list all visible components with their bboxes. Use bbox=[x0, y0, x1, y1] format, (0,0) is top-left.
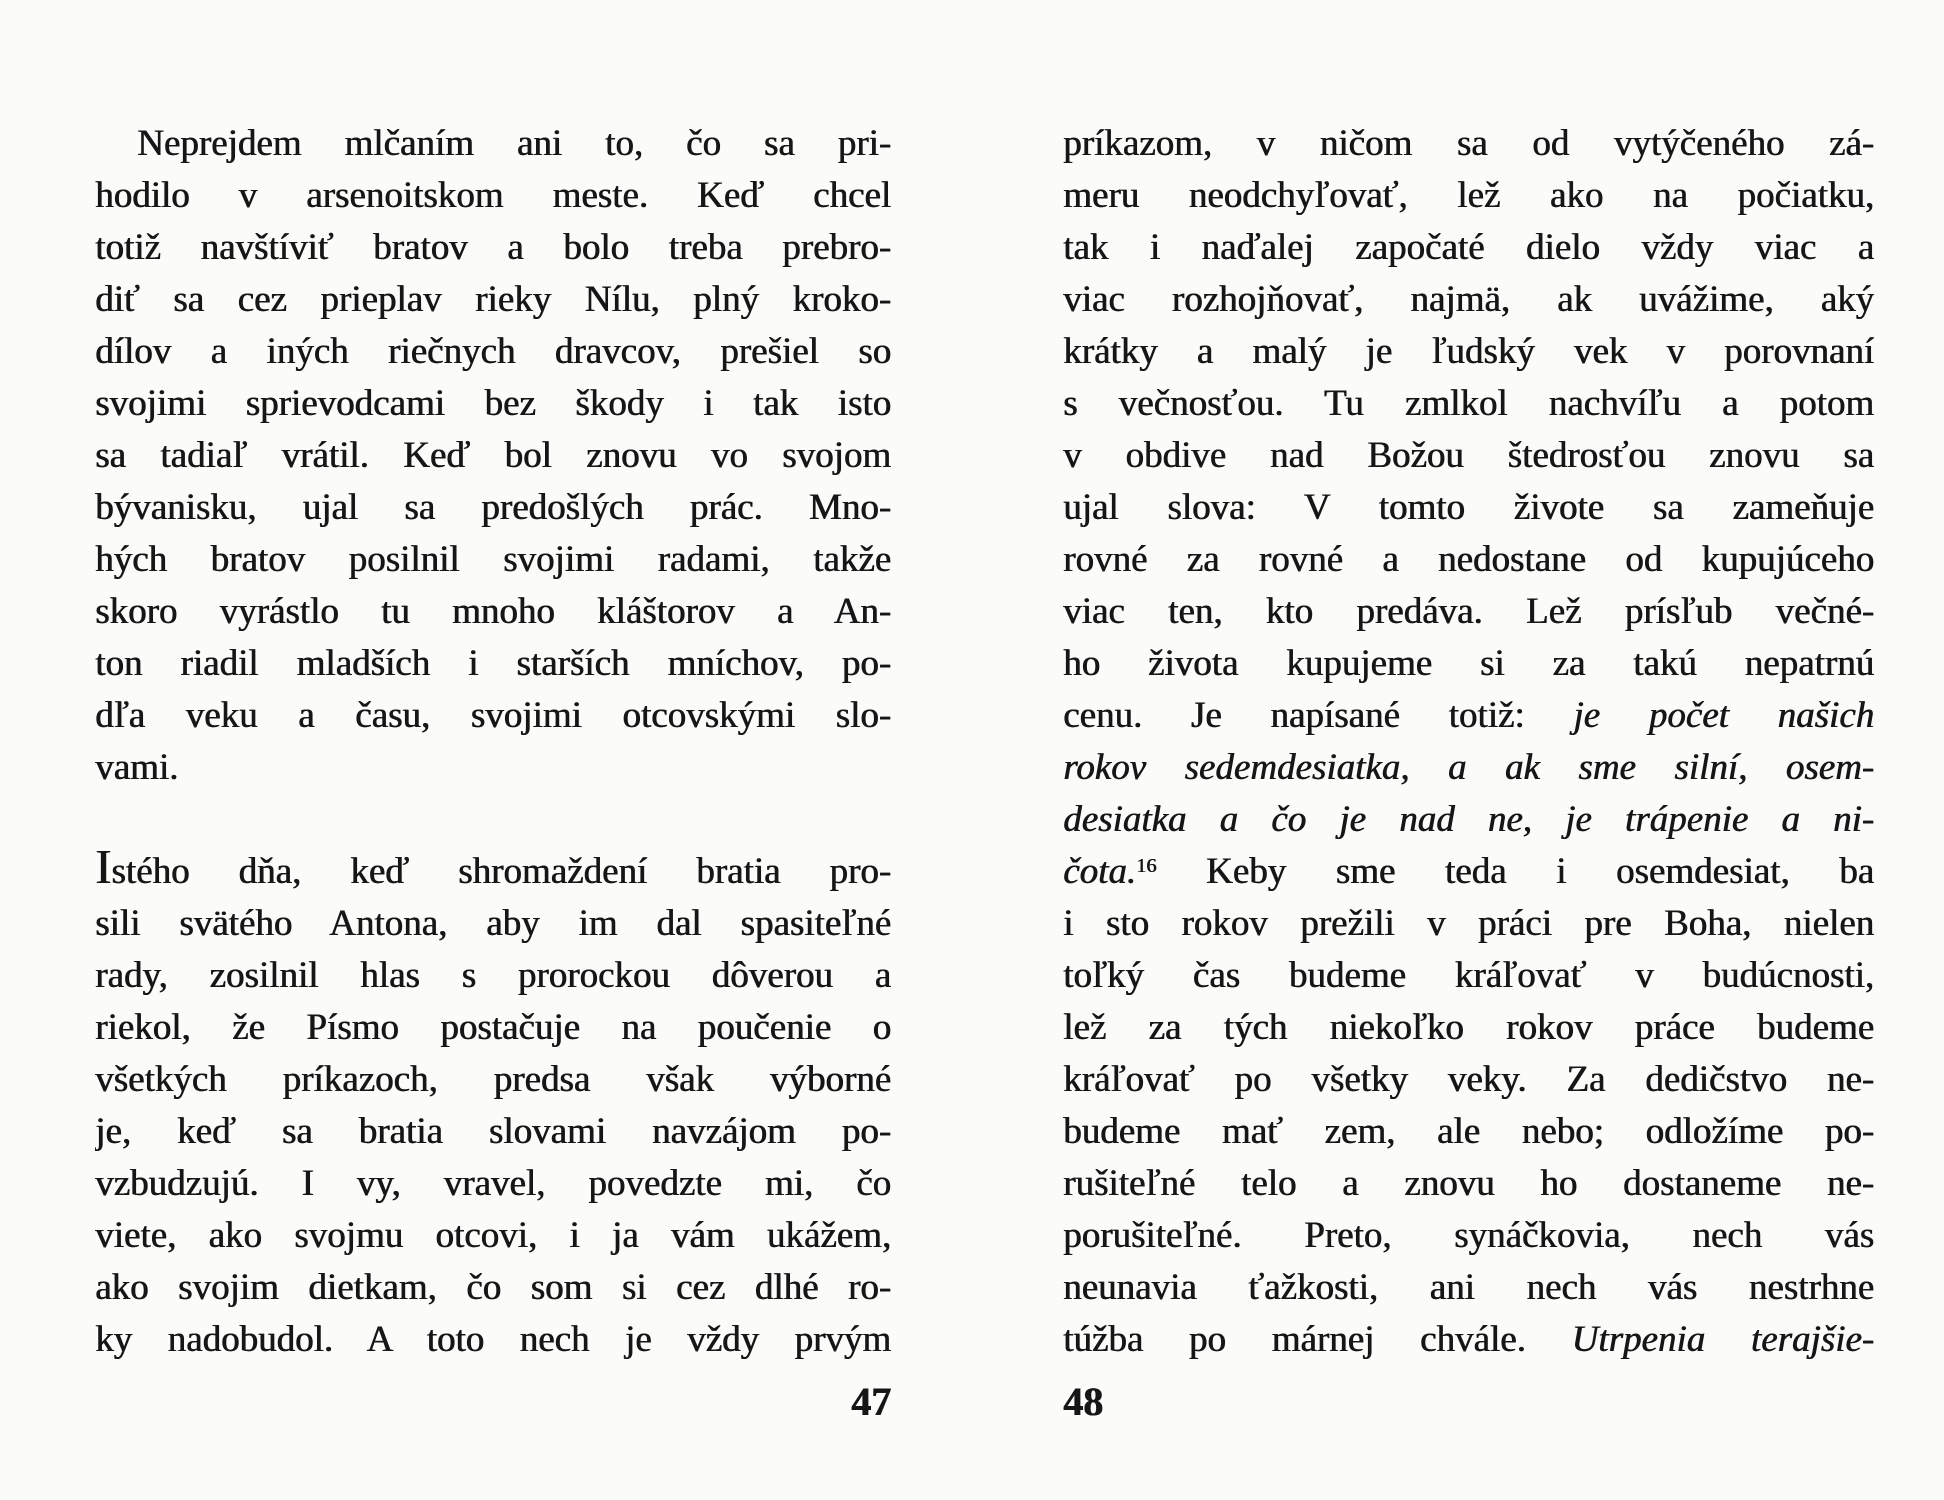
text: rušiteľné telo a znovu ho dostaneme ne- bbox=[1063, 1163, 1874, 1204]
text: vzbudzujú. I vy, vravel, povedzte mi, čo bbox=[95, 1163, 891, 1204]
text-line bbox=[1063, 118, 1874, 170]
text-line bbox=[95, 1158, 891, 1210]
italic-text: rokov sedemdesiatka, a ak sme silní, osem- bbox=[1063, 747, 1874, 788]
text: sili svätého Antona, aby im dal spasiteľné bbox=[95, 903, 891, 944]
text-line bbox=[1063, 1314, 1874, 1366]
text: Neprejdem mlčaním ani to, čo sa pri- bbox=[137, 123, 891, 164]
italic-text: desiatka a čo je nad ne, je trápenie a ni- bbox=[1063, 799, 1874, 840]
text: je, keď sa bratia slovami navzájom po- bbox=[95, 1111, 891, 1152]
text: ako svojim dietkam, čo som si cez dlhé ro- bbox=[95, 1267, 891, 1308]
text: meru neodchyľovať, lež ako na počiatku, bbox=[1063, 175, 1874, 216]
text-line bbox=[95, 326, 891, 378]
text-line bbox=[1063, 638, 1874, 690]
footnote-reference: 16 bbox=[1135, 854, 1157, 877]
text: ho života kupujeme si za takú nepatrnú bbox=[1063, 643, 1874, 684]
text: ton riadil mladších i starších mníchov, po- bbox=[95, 643, 891, 684]
text-line bbox=[95, 690, 891, 742]
text: bývanisku, ujal sa predošlých prác. Mno- bbox=[95, 487, 891, 528]
text-line bbox=[95, 430, 891, 482]
text-line bbox=[95, 1106, 891, 1158]
text-line bbox=[95, 378, 891, 430]
text: Keby sme teda i osemdesiat, ba bbox=[1156, 851, 1874, 892]
text: svojimi sprievodcami bez škody i tak isto bbox=[95, 383, 891, 424]
text-line bbox=[1063, 430, 1874, 482]
text-line bbox=[1063, 1262, 1874, 1314]
paragraph bbox=[95, 118, 891, 794]
text-line bbox=[95, 742, 891, 794]
text-line bbox=[95, 1054, 891, 1106]
text: v obdive nad Božou štedrosťou znovu sa bbox=[1063, 435, 1874, 476]
text-line bbox=[1063, 1002, 1874, 1054]
text: tak i naďalej započaté dielo vždy viac a bbox=[1063, 227, 1874, 268]
text: viac ten, kto predáva. Lež prísľub večné- bbox=[1063, 591, 1874, 632]
text-line bbox=[95, 534, 891, 586]
text: riekol, že Písmo postačuje na poučenie o bbox=[95, 1007, 891, 1048]
text-line bbox=[95, 1262, 891, 1314]
text: neunavia ťažkosti, ani nech vás nestrhne bbox=[1063, 1267, 1874, 1308]
italic-text: je počet našich bbox=[1573, 695, 1874, 736]
text-line bbox=[95, 950, 891, 1002]
text-line bbox=[95, 898, 891, 950]
text-line bbox=[95, 222, 891, 274]
text: stého dňa, keď shromaždení bratia pro- bbox=[111, 851, 891, 892]
text-line bbox=[1063, 742, 1874, 794]
text-line bbox=[95, 586, 891, 638]
text: dľa veku a času, svojimi otcovskými slo- bbox=[95, 695, 891, 736]
text: príkazom, v ničom sa od vytýčeného zá- bbox=[1063, 123, 1874, 164]
text: cenu. Je napísané totiž: bbox=[1063, 695, 1574, 736]
text-line bbox=[95, 482, 891, 534]
initial-capital: I bbox=[95, 846, 112, 894]
paragraph bbox=[95, 846, 891, 1366]
text: totiž navštíviť bratov a bolo treba prebro- bbox=[95, 227, 891, 268]
text-line bbox=[1063, 950, 1874, 1002]
text: všetkých príkazoch, predsa však výborné bbox=[95, 1059, 891, 1100]
text-line bbox=[95, 1002, 891, 1054]
text: viac rozhojňovať, najmä, ak uvážime, aký bbox=[1063, 279, 1874, 320]
text-line bbox=[1063, 846, 1874, 898]
text: rovné za rovné a nedostane od kupujúceho bbox=[1063, 539, 1874, 580]
text: krátky a malý je ľudský vek v porovnaní bbox=[1063, 331, 1874, 372]
text: túžba po márnej chvále. bbox=[1063, 1319, 1572, 1360]
text-line bbox=[95, 274, 891, 326]
text: kráľovať po všetky veky. Za dedičstvo ne- bbox=[1063, 1059, 1874, 1100]
text: ujal slova: V tomto živote sa zameňuje bbox=[1063, 487, 1874, 528]
page-right-text-block bbox=[1063, 118, 1874, 1366]
paragraph bbox=[1063, 118, 1874, 1366]
text: i sto rokov prežili v práci pre Boha, nielen bbox=[1063, 903, 1874, 944]
text-line bbox=[1063, 378, 1874, 430]
text-line bbox=[95, 1314, 891, 1366]
text: porušiteľné. Preto, synáčkovia, nech vás bbox=[1063, 1215, 1874, 1256]
text: ky nadobudol. A toto nech je vždy prvým bbox=[95, 1319, 891, 1360]
text: skoro vyrástlo tu mnoho kláštorov a An- bbox=[95, 591, 891, 632]
text-line bbox=[1063, 170, 1874, 222]
italic-text: Utrpenia terajšie- bbox=[1571, 1319, 1874, 1360]
text-line bbox=[95, 1210, 891, 1262]
text: sa tadiaľ vrátil. Keď bol znovu vo svojom bbox=[95, 435, 891, 476]
text-line bbox=[95, 638, 891, 690]
text: toľký čas budeme kráľovať v budúcnosti, bbox=[1063, 955, 1874, 996]
text-line bbox=[1063, 1106, 1874, 1158]
text: rady, zosilnil hlas s prorockou dôverou a bbox=[95, 955, 891, 996]
text-line bbox=[1063, 1158, 1874, 1210]
text: lež za tých niekoľko rokov práce budeme bbox=[1063, 1007, 1874, 1048]
text-line bbox=[1063, 222, 1874, 274]
text-line bbox=[1063, 326, 1874, 378]
text: dílov a iných riečnych dravcov, prešiel so bbox=[95, 331, 891, 372]
text-line bbox=[1063, 274, 1874, 326]
page-left-text-block bbox=[95, 118, 891, 1366]
text-line bbox=[95, 118, 891, 170]
text-line bbox=[1063, 534, 1874, 586]
italic-text: čota. bbox=[1063, 851, 1136, 892]
text-line bbox=[1063, 482, 1874, 534]
text: vami. bbox=[95, 747, 179, 788]
text-line bbox=[1063, 586, 1874, 638]
text: viete, ako svojmu otcovi, i ja vám ukážem, bbox=[95, 1215, 891, 1256]
text: s večnosťou. Tu zmlkol nachvíľu a potom bbox=[1063, 383, 1874, 424]
page-number-right: 48 bbox=[1063, 1379, 1103, 1424]
text-line bbox=[1063, 1054, 1874, 1106]
text: hých bratov posilnil svojimi radami, takže bbox=[95, 539, 891, 580]
text-line bbox=[95, 170, 891, 222]
text-line bbox=[1063, 1210, 1874, 1262]
page-number-left: 47 bbox=[851, 1379, 891, 1424]
text-line bbox=[95, 846, 891, 898]
text: hodilo v arsenoitskom meste. Keď chcel bbox=[95, 175, 891, 216]
text: diť sa cez prieplav rieky Nílu, plný kroko- bbox=[95, 279, 891, 320]
text-line bbox=[1063, 898, 1874, 950]
text: budeme mať zem, ale nebo; odložíme po- bbox=[1063, 1111, 1874, 1152]
text-line bbox=[1063, 794, 1874, 846]
text-line bbox=[1063, 690, 1874, 742]
